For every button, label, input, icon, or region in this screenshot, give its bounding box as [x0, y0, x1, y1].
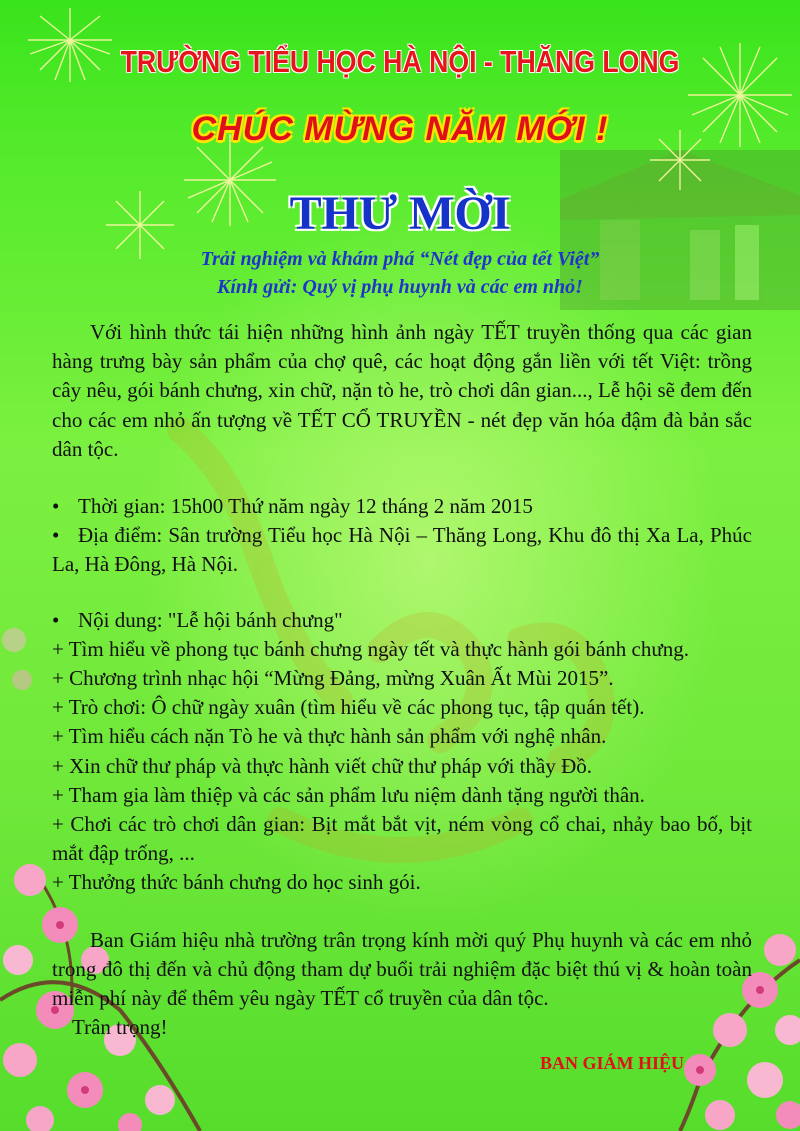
- closing-paragraph: Ban Giám hiệu nhà trường trân trọng kính mời quý Phụ huynh và các em nhỏ trong đô thị đến và chủ động tham dự buổi trải nghiệm đặc biệt thú vị & hoàn toàn miễn phí này để thêm yêu ngày TẾT cổ truyền của dân tộc.: [52, 927, 752, 1011]
- time-detail: [52, 492, 752, 521]
- activity-item: + Thưởng thức bánh chưng do học sinh gói.: [52, 870, 421, 895]
- time-text: Thời gian: 15h00 Thứ năm ngày 12 tháng 2 năm 2015: [78, 494, 533, 519]
- activity-item: + Chương trình nhạc hội “Mừng Đảng, mừng Xuân Ất Mùi 2015”.: [52, 666, 614, 691]
- content-heading-text: Nội dung: "Lễ hội bánh chưng": [78, 607, 343, 632]
- activity-item: + Tham gia làm thiệp và các sản phẩm lưu niệm dành tặng người thân.: [52, 782, 645, 807]
- page-title: THƯ MỜI: [289, 187, 511, 240]
- intro-paragraph: Với hình thức tái hiện những hình ảnh ngày TẾT truyền thống qua các gian hàng trưng bày sản phẩm của chợ quê, các hoạt động gắn liền với tết Việt: trồng cây nêu, gói bánh chưng, xin chữ, nặn tò he, trò chơi dân gian..., Lễ hội sẽ đem đến cho các em nhỏ ấn tượng về TẾT CỔ TRUYỀN - nét đẹp văn hóa đậm đà bản sắc dân tộc.: [52, 320, 752, 461]
- activity-item: + Tìm hiểu cách nặn Tò he và thực hành sản phẩm với nghệ nhân.: [52, 724, 607, 749]
- signature: BAN GIÁM HIỆU: [540, 1053, 685, 1073]
- peach-blossom-icon: [2, 628, 32, 690]
- new-year-greeting: CHÚC MỪNG NĂM MỚI !: [191, 110, 609, 148]
- activity-item: + Xin chữ thư pháp và thực hành viết chữ thư pháp với thầy Đồ.: [52, 753, 593, 778]
- activity-item: + Tìm hiểu về phong tục bánh chưng ngày tết và thực hành gói bánh chưng.: [52, 636, 689, 661]
- regards-line: Trân trọng!: [72, 1015, 168, 1040]
- spacer: [52, 464, 752, 492]
- location-detail: [52, 521, 752, 579]
- spacer: [52, 898, 752, 926]
- location-text: Địa điểm: Sân trường Tiểu học Hà Nội – Thăng Long, Khu đô thị Xa La, Phúc La, Hà Đông, Hà Nội.: [52, 523, 752, 577]
- content-heading: [52, 606, 752, 635]
- invitation-body: [52, 318, 752, 1042]
- activity-item: + Trò chơi: Ô chữ ngày xuân (tìm hiểu về các phong tục, tập quán tết).: [52, 695, 645, 720]
- bullet-icon: •: [52, 607, 60, 632]
- addressee-line: Kính gửi: Quý vị phụ huynh và các em nhỏ!: [217, 276, 583, 298]
- bullet-icon: •: [52, 494, 60, 519]
- school-name: TRƯỜNG TIỂU HỌC HÀ NỘI - THĂNG LONG: [120, 44, 680, 79]
- spacer: [52, 580, 752, 606]
- bullet-icon: •: [52, 523, 60, 548]
- event-subtitle: Trải nghiệm và khám phá “Nét đẹp của tết Việt”: [200, 248, 600, 270]
- activity-item: + Chơi các trò chơi dân gian: Bịt mắt bắt vịt, ném vòng cổ chai, nhảy bao bố, bịt mắt đập trống, ...: [52, 812, 752, 866]
